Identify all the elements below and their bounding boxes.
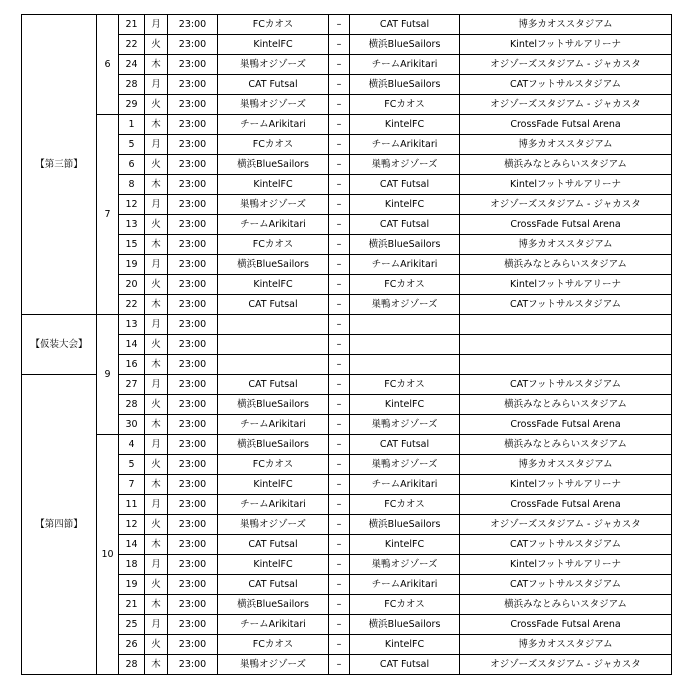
home-team-cell: FCカオス xyxy=(218,455,329,475)
day-cell: 30 xyxy=(119,415,145,435)
venue-cell: 横浜みなとみらいスタジアム xyxy=(460,255,672,275)
venue-cell: Kintelフットサルアリーナ xyxy=(460,555,672,575)
versus-dash: – xyxy=(329,595,350,615)
away-team-cell: KintelFC xyxy=(350,635,460,655)
table-row xyxy=(22,455,672,475)
versus-dash: – xyxy=(329,215,350,235)
versus-dash: – xyxy=(329,135,350,155)
weekday-cell: 火 xyxy=(145,35,168,55)
table-row xyxy=(22,235,672,255)
versus-dash: – xyxy=(329,455,350,475)
time-cell: 23:00 xyxy=(168,175,218,195)
table-row xyxy=(22,95,672,115)
time-cell: 23:00 xyxy=(168,455,218,475)
home-team-cell: FCカオス xyxy=(218,635,329,655)
table-row xyxy=(22,535,672,555)
section-label: 【仮装大会】 xyxy=(22,315,97,375)
time-cell: 23:00 xyxy=(168,115,218,135)
time-cell: 23:00 xyxy=(168,315,218,335)
table-row xyxy=(22,15,672,35)
venue-cell: 横浜みなとみらいスタジアム xyxy=(460,595,672,615)
home-team-cell xyxy=(218,335,329,355)
venue-cell: CrossFade Futsal Arena xyxy=(460,615,672,635)
versus-dash: – xyxy=(329,535,350,555)
home-team-cell: KintelFC xyxy=(218,175,329,195)
weekday-cell: 月 xyxy=(145,435,168,455)
away-team-cell: 巣鴨オジゾーズ xyxy=(350,555,460,575)
home-team-cell: KintelFC xyxy=(218,35,329,55)
home-team-cell: 横浜BlueSailors xyxy=(218,255,329,275)
home-team-cell: CAT Futsal xyxy=(218,535,329,555)
time-cell: 23:00 xyxy=(168,475,218,495)
day-cell: 12 xyxy=(119,515,145,535)
away-team-cell xyxy=(350,335,460,355)
table-row xyxy=(22,295,672,315)
away-team-cell: 巣鴨オジゾーズ xyxy=(350,155,460,175)
table-row xyxy=(22,195,672,215)
versus-dash: – xyxy=(329,355,350,375)
table-row xyxy=(22,355,672,375)
home-team-cell: CAT Futsal xyxy=(218,575,329,595)
away-team-cell: チームArikitari xyxy=(350,135,460,155)
day-cell: 15 xyxy=(119,235,145,255)
away-team-cell: CAT Futsal xyxy=(350,655,460,675)
versus-dash: – xyxy=(329,495,350,515)
table-row xyxy=(22,595,672,615)
time-cell: 23:00 xyxy=(168,255,218,275)
day-cell: 4 xyxy=(119,435,145,455)
away-team-cell: 横浜BlueSailors xyxy=(350,615,460,635)
time-cell: 23:00 xyxy=(168,95,218,115)
away-team-cell: 巣鴨オジゾーズ xyxy=(350,455,460,475)
versus-dash: – xyxy=(329,415,350,435)
time-cell: 23:00 xyxy=(168,55,218,75)
day-cell: 28 xyxy=(119,395,145,415)
home-team-cell: CAT Futsal xyxy=(218,295,329,315)
month-label: 10 xyxy=(97,435,119,675)
venue-cell: 博多カオススタジアム xyxy=(460,455,672,475)
weekday-cell: 火 xyxy=(145,635,168,655)
home-team-cell: 巣鴨オジゾーズ xyxy=(218,95,329,115)
weekday-cell: 木 xyxy=(145,115,168,135)
versus-dash: – xyxy=(329,235,350,255)
day-cell: 1 xyxy=(119,115,145,135)
time-cell: 23:00 xyxy=(168,535,218,555)
day-cell: 27 xyxy=(119,375,145,395)
weekday-cell: 月 xyxy=(145,495,168,515)
home-team-cell: 巣鴨オジゾーズ xyxy=(218,195,329,215)
home-team-cell: チームArikitari xyxy=(218,415,329,435)
versus-dash: – xyxy=(329,635,350,655)
versus-dash: – xyxy=(329,35,350,55)
away-team-cell: 横浜BlueSailors xyxy=(350,235,460,255)
home-team-cell: FCカオス xyxy=(218,135,329,155)
weekday-cell: 月 xyxy=(145,195,168,215)
month-label: 7 xyxy=(97,115,119,315)
table-row xyxy=(22,435,672,455)
day-cell: 18 xyxy=(119,555,145,575)
time-cell: 23:00 xyxy=(168,575,218,595)
table-row xyxy=(22,215,672,235)
home-team-cell: 巣鴨オジゾーズ xyxy=(218,515,329,535)
table-row xyxy=(22,575,672,595)
time-cell: 23:00 xyxy=(168,215,218,235)
away-team-cell: 横浜BlueSailors xyxy=(350,75,460,95)
away-team-cell xyxy=(350,355,460,375)
day-cell: 7 xyxy=(119,475,145,495)
weekday-cell: 火 xyxy=(145,95,168,115)
weekday-cell: 木 xyxy=(145,175,168,195)
venue-cell: オジゾーズスタジアム - ジャカスタ xyxy=(460,55,672,75)
day-cell: 13 xyxy=(119,215,145,235)
day-cell: 29 xyxy=(119,95,145,115)
section-label: 【第四節】 xyxy=(22,375,97,675)
away-team-cell: CAT Futsal xyxy=(350,175,460,195)
weekday-cell: 火 xyxy=(145,515,168,535)
away-team-cell: チームArikitari xyxy=(350,575,460,595)
home-team-cell: チームArikitari xyxy=(218,115,329,135)
venue-cell: 博多カオススタジアム xyxy=(460,635,672,655)
versus-dash: – xyxy=(329,155,350,175)
day-cell: 19 xyxy=(119,575,145,595)
table-row xyxy=(22,175,672,195)
day-cell: 24 xyxy=(119,55,145,75)
day-cell: 21 xyxy=(119,15,145,35)
venue-cell: CATフットサルスタジアム xyxy=(460,295,672,315)
table-row xyxy=(22,155,672,175)
weekday-cell: 木 xyxy=(145,595,168,615)
versus-dash: – xyxy=(329,515,350,535)
home-team-cell: KintelFC xyxy=(218,475,329,495)
table-row xyxy=(22,655,672,675)
time-cell: 23:00 xyxy=(168,155,218,175)
venue-cell: オジゾーズスタジアム - ジャカスタ xyxy=(460,195,672,215)
time-cell: 23:00 xyxy=(168,395,218,415)
table-row xyxy=(22,615,672,635)
home-team-cell: 巣鴨オジゾーズ xyxy=(218,55,329,75)
away-team-cell: FCカオス xyxy=(350,375,460,395)
day-cell: 5 xyxy=(119,135,145,155)
month-label: 9 xyxy=(97,315,119,435)
venue-cell: オジゾーズスタジアム - ジャカスタ xyxy=(460,95,672,115)
home-team-cell: 横浜BlueSailors xyxy=(218,595,329,615)
time-cell: 23:00 xyxy=(168,195,218,215)
weekday-cell: 木 xyxy=(145,415,168,435)
weekday-cell: 火 xyxy=(145,575,168,595)
table-row xyxy=(22,375,672,395)
home-team-cell: チームArikitari xyxy=(218,495,329,515)
versus-dash: – xyxy=(329,335,350,355)
away-team-cell: チームArikitari xyxy=(350,255,460,275)
table-row xyxy=(22,395,672,415)
day-cell: 19 xyxy=(119,255,145,275)
versus-dash: – xyxy=(329,375,350,395)
table-row xyxy=(22,135,672,155)
venue-cell: 横浜みなとみらいスタジアム xyxy=(460,395,672,415)
home-team-cell: KintelFC xyxy=(218,275,329,295)
venue-cell xyxy=(460,335,672,355)
time-cell: 23:00 xyxy=(168,635,218,655)
versus-dash: – xyxy=(329,435,350,455)
weekday-cell: 火 xyxy=(145,395,168,415)
home-team-cell: CAT Futsal xyxy=(218,75,329,95)
away-team-cell: FCカオス xyxy=(350,495,460,515)
table-row xyxy=(22,315,672,335)
day-cell: 16 xyxy=(119,355,145,375)
venue-cell xyxy=(460,315,672,335)
day-cell: 20 xyxy=(119,275,145,295)
day-cell: 25 xyxy=(119,615,145,635)
time-cell: 23:00 xyxy=(168,495,218,515)
weekday-cell: 木 xyxy=(145,355,168,375)
venue-cell: Kintelフットサルアリーナ xyxy=(460,175,672,195)
table-row xyxy=(22,515,672,535)
section-label: 【第三節】 xyxy=(22,15,97,315)
day-cell: 6 xyxy=(119,155,145,175)
time-cell: 23:00 xyxy=(168,375,218,395)
day-cell: 13 xyxy=(119,315,145,335)
table-row xyxy=(22,55,672,75)
versus-dash: – xyxy=(329,75,350,95)
venue-cell: CATフットサルスタジアム xyxy=(460,375,672,395)
weekday-cell: 月 xyxy=(145,315,168,335)
home-team-cell: CAT Futsal xyxy=(218,375,329,395)
day-cell: 28 xyxy=(119,655,145,675)
time-cell: 23:00 xyxy=(168,655,218,675)
versus-dash: – xyxy=(329,115,350,135)
home-team-cell: KintelFC xyxy=(218,555,329,575)
versus-dash: – xyxy=(329,15,350,35)
venue-cell: 博多カオススタジアム xyxy=(460,135,672,155)
away-team-cell: CAT Futsal xyxy=(350,435,460,455)
versus-dash: – xyxy=(329,575,350,595)
away-team-cell: KintelFC xyxy=(350,535,460,555)
versus-dash: – xyxy=(329,275,350,295)
weekday-cell: 火 xyxy=(145,455,168,475)
venue-cell: 博多カオススタジアム xyxy=(460,235,672,255)
venue-cell: Kintelフットサルアリーナ xyxy=(460,275,672,295)
schedule-body xyxy=(22,15,672,675)
away-team-cell: KintelFC xyxy=(350,115,460,135)
table-row xyxy=(22,415,672,435)
time-cell: 23:00 xyxy=(168,15,218,35)
table-row xyxy=(22,335,672,355)
venue-cell: Kintelフットサルアリーナ xyxy=(460,35,672,55)
weekday-cell: 木 xyxy=(145,295,168,315)
weekday-cell: 月 xyxy=(145,375,168,395)
away-team-cell: CAT Futsal xyxy=(350,215,460,235)
away-team-cell: KintelFC xyxy=(350,395,460,415)
venue-cell: 博多カオススタジアム xyxy=(460,15,672,35)
versus-dash: – xyxy=(329,255,350,275)
venue-cell: CATフットサルスタジアム xyxy=(460,75,672,95)
away-team-cell xyxy=(350,315,460,335)
versus-dash: – xyxy=(329,475,350,495)
weekday-cell: 月 xyxy=(145,135,168,155)
weekday-cell: 火 xyxy=(145,215,168,235)
weekday-cell: 火 xyxy=(145,275,168,295)
weekday-cell: 木 xyxy=(145,535,168,555)
table-row xyxy=(22,495,672,515)
time-cell: 23:00 xyxy=(168,355,218,375)
venue-cell: CrossFade Futsal Arena xyxy=(460,115,672,135)
home-team-cell: チームArikitari xyxy=(218,215,329,235)
time-cell: 23:00 xyxy=(168,335,218,355)
away-team-cell: 横浜BlueSailors xyxy=(350,35,460,55)
venue-cell: CrossFade Futsal Arena xyxy=(460,415,672,435)
venue-cell: オジゾーズスタジアム - ジャカスタ xyxy=(460,515,672,535)
away-team-cell: 巣鴨オジゾーズ xyxy=(350,295,460,315)
weekday-cell: 木 xyxy=(145,475,168,495)
home-team-cell xyxy=(218,355,329,375)
day-cell: 14 xyxy=(119,535,145,555)
schedule-table xyxy=(21,14,672,675)
home-team-cell: 巣鴨オジゾーズ xyxy=(218,655,329,675)
home-team-cell: 横浜BlueSailors xyxy=(218,435,329,455)
venue-cell: CATフットサルスタジアム xyxy=(460,535,672,555)
versus-dash: – xyxy=(329,175,350,195)
time-cell: 23:00 xyxy=(168,295,218,315)
venue-cell: オジゾーズスタジアム - ジャカスタ xyxy=(460,655,672,675)
versus-dash: – xyxy=(329,555,350,575)
weekday-cell: 火 xyxy=(145,335,168,355)
day-cell: 22 xyxy=(119,35,145,55)
versus-dash: – xyxy=(329,95,350,115)
day-cell: 5 xyxy=(119,455,145,475)
home-team-cell: 横浜BlueSailors xyxy=(218,395,329,415)
table-row xyxy=(22,555,672,575)
home-team-cell xyxy=(218,315,329,335)
time-cell: 23:00 xyxy=(168,555,218,575)
day-cell: 28 xyxy=(119,75,145,95)
versus-dash: – xyxy=(329,55,350,75)
table-row xyxy=(22,635,672,655)
day-cell: 14 xyxy=(119,335,145,355)
weekday-cell: 月 xyxy=(145,255,168,275)
weekday-cell: 火 xyxy=(145,155,168,175)
time-cell: 23:00 xyxy=(168,135,218,155)
day-cell: 22 xyxy=(119,295,145,315)
table-row xyxy=(22,255,672,275)
day-cell: 11 xyxy=(119,495,145,515)
weekday-cell: 月 xyxy=(145,75,168,95)
away-team-cell: CAT Futsal xyxy=(350,15,460,35)
day-cell: 21 xyxy=(119,595,145,615)
away-team-cell: チームArikitari xyxy=(350,55,460,75)
time-cell: 23:00 xyxy=(168,515,218,535)
versus-dash: – xyxy=(329,615,350,635)
day-cell: 26 xyxy=(119,635,145,655)
time-cell: 23:00 xyxy=(168,595,218,615)
away-team-cell: 巣鴨オジゾーズ xyxy=(350,415,460,435)
time-cell: 23:00 xyxy=(168,35,218,55)
venue-cell: CrossFade Futsal Arena xyxy=(460,495,672,515)
weekday-cell: 木 xyxy=(145,655,168,675)
venue-cell: 横浜みなとみらいスタジアム xyxy=(460,155,672,175)
day-cell: 8 xyxy=(119,175,145,195)
weekday-cell: 月 xyxy=(145,615,168,635)
home-team-cell: FCカオス xyxy=(218,15,329,35)
weekday-cell: 月 xyxy=(145,555,168,575)
venue-cell: CATフットサルスタジアム xyxy=(460,575,672,595)
month-label: 6 xyxy=(97,15,119,115)
versus-dash: – xyxy=(329,315,350,335)
table-row xyxy=(22,75,672,95)
away-team-cell: チームArikitari xyxy=(350,475,460,495)
away-team-cell: KintelFC xyxy=(350,195,460,215)
home-team-cell: 横浜BlueSailors xyxy=(218,155,329,175)
time-cell: 23:00 xyxy=(168,415,218,435)
table-row xyxy=(22,115,672,135)
time-cell: 23:00 xyxy=(168,235,218,255)
venue-cell: Kintelフットサルアリーナ xyxy=(460,475,672,495)
table-row xyxy=(22,475,672,495)
home-team-cell: FCカオス xyxy=(218,235,329,255)
away-team-cell: FCカオス xyxy=(350,595,460,615)
time-cell: 23:00 xyxy=(168,275,218,295)
table-row xyxy=(22,275,672,295)
away-team-cell: FCカオス xyxy=(350,275,460,295)
home-team-cell: チームArikitari xyxy=(218,615,329,635)
versus-dash: – xyxy=(329,195,350,215)
venue-cell xyxy=(460,355,672,375)
weekday-cell: 月 xyxy=(145,15,168,35)
venue-cell: 横浜みなとみらいスタジアム xyxy=(460,435,672,455)
table-row xyxy=(22,35,672,55)
time-cell: 23:00 xyxy=(168,435,218,455)
away-team-cell: 横浜BlueSailors xyxy=(350,515,460,535)
weekday-cell: 木 xyxy=(145,235,168,255)
time-cell: 23:00 xyxy=(168,75,218,95)
venue-cell: CrossFade Futsal Arena xyxy=(460,215,672,235)
versus-dash: – xyxy=(329,295,350,315)
versus-dash: – xyxy=(329,395,350,415)
away-team-cell: FCカオス xyxy=(350,95,460,115)
day-cell: 12 xyxy=(119,195,145,215)
weekday-cell: 木 xyxy=(145,55,168,75)
versus-dash: – xyxy=(329,655,350,675)
time-cell: 23:00 xyxy=(168,615,218,635)
